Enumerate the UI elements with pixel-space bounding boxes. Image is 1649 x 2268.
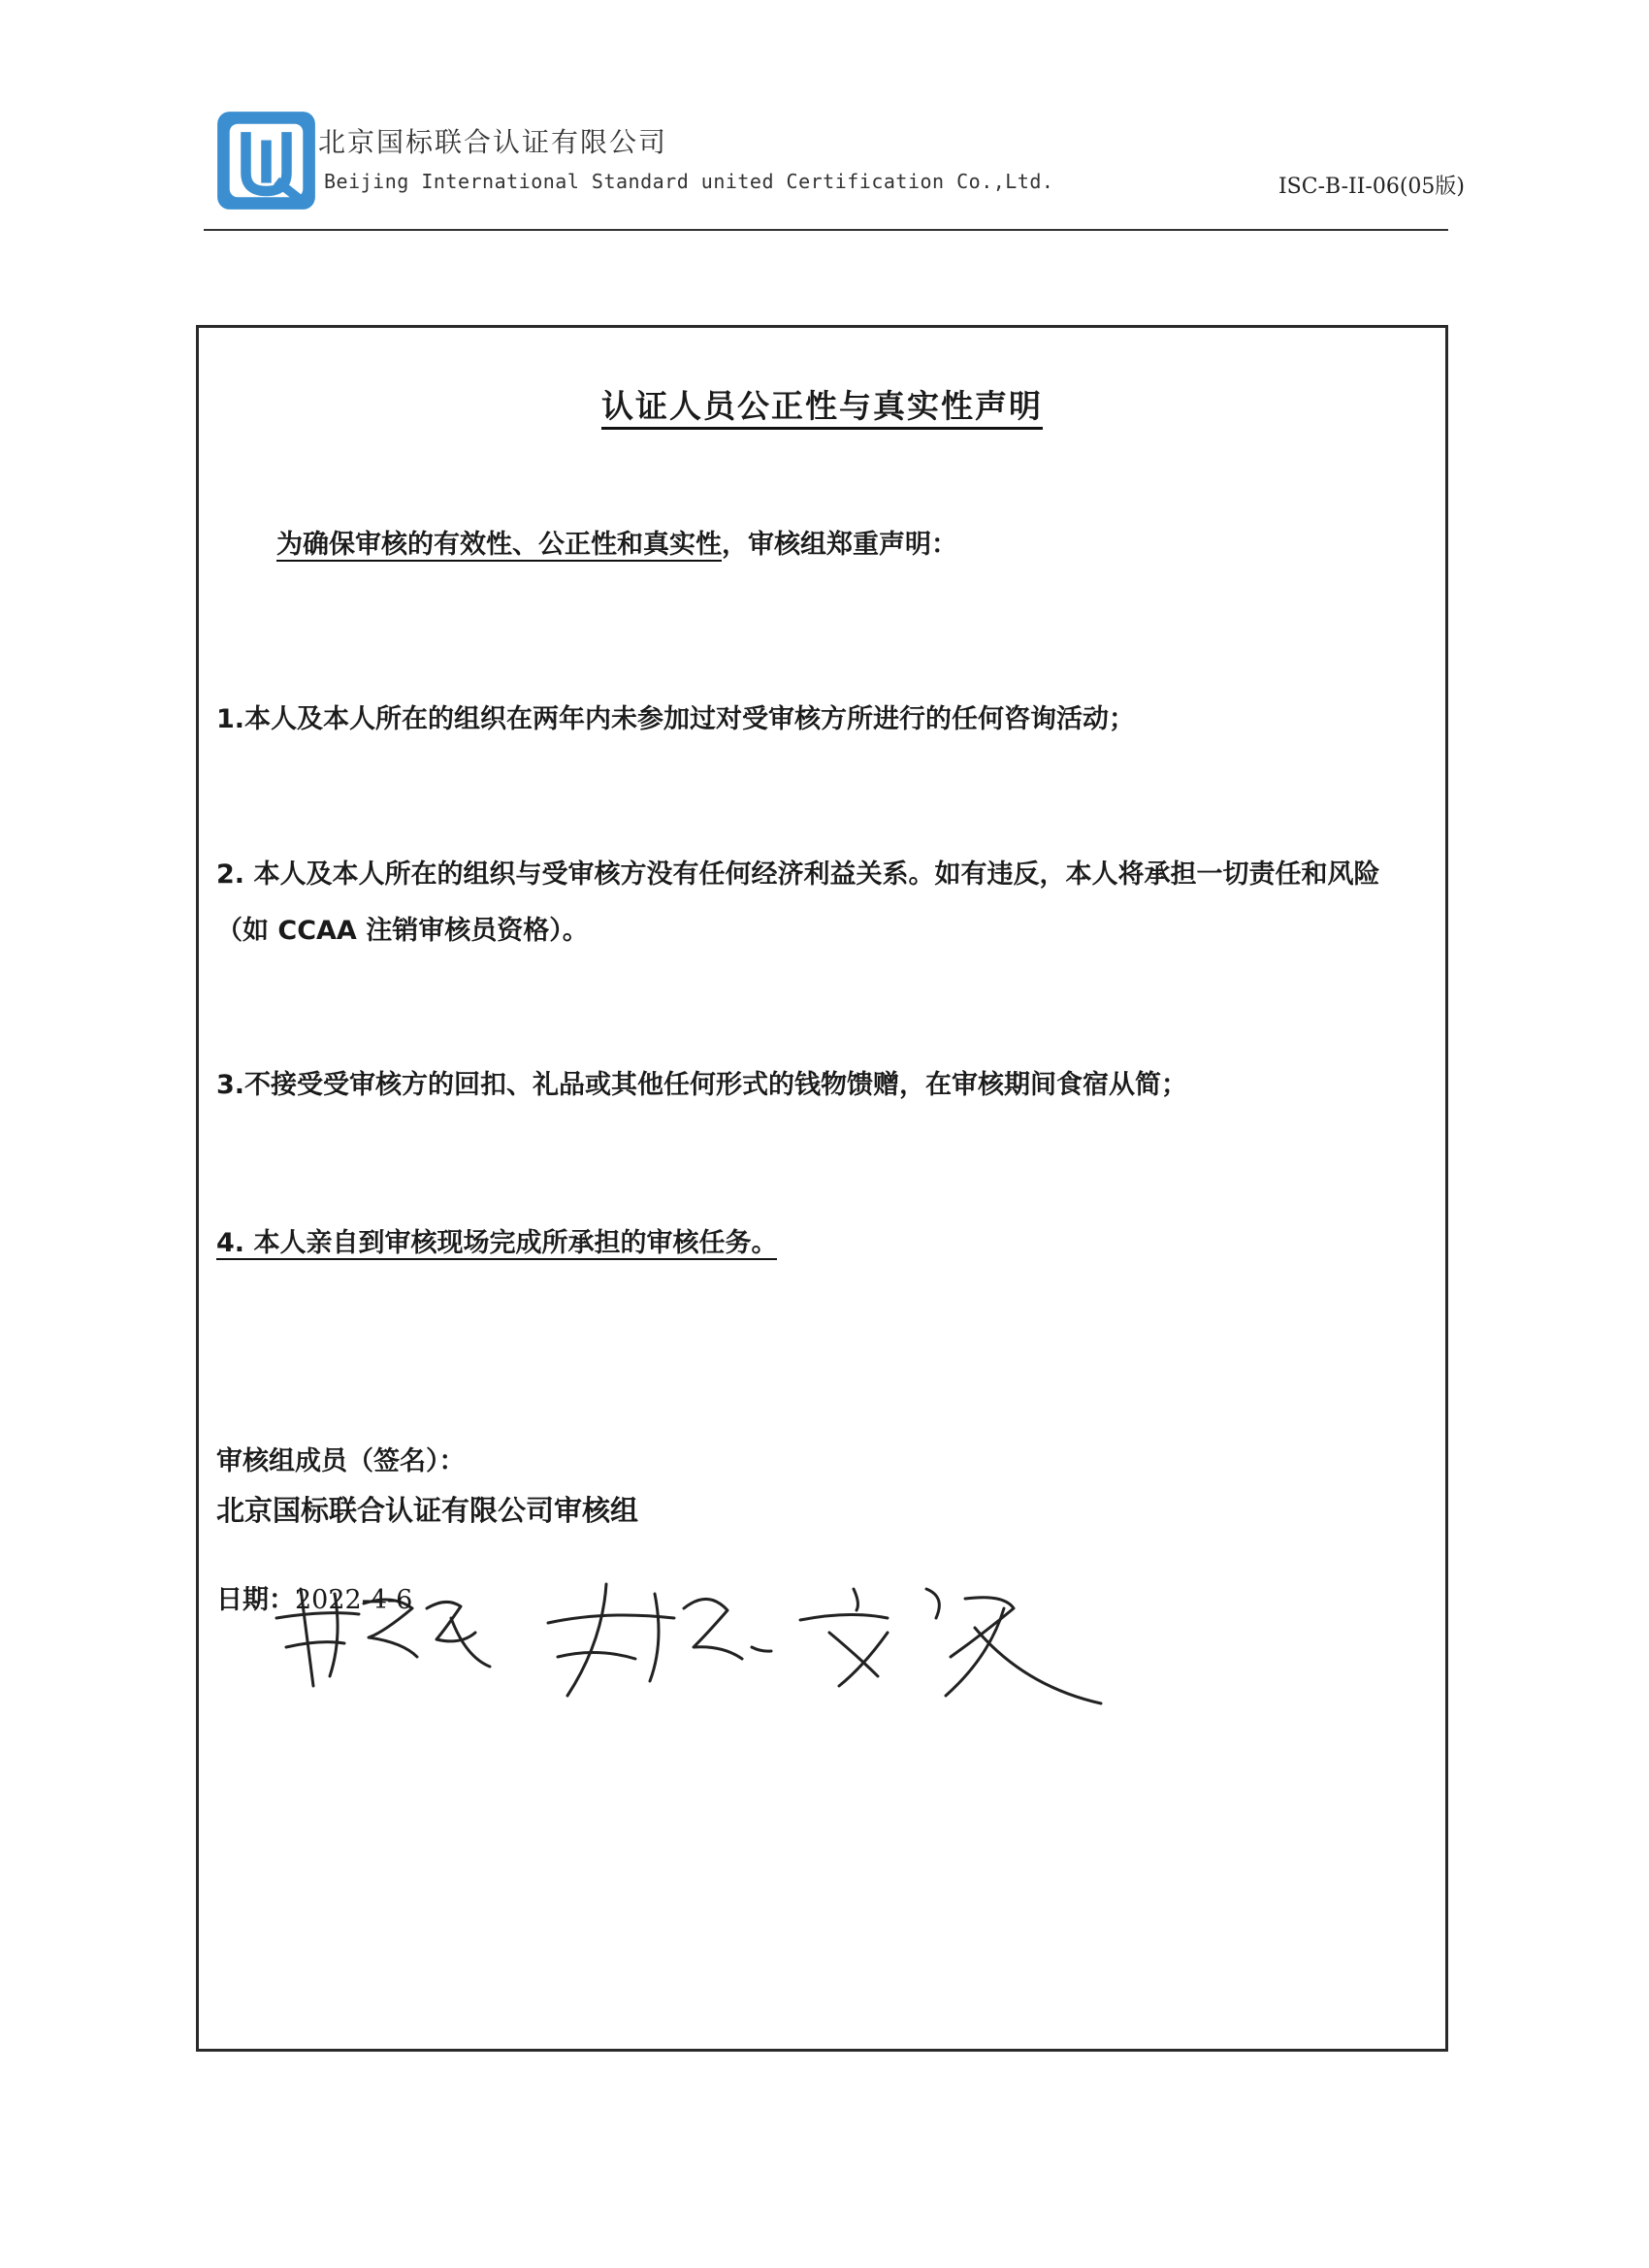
document-title-text: 认证人员公正性与真实性声明: [601, 387, 1043, 430]
date-label: 日期：: [216, 1585, 295, 1615]
declaration-item-4: [216, 1215, 1428, 1272]
page-header: [204, 102, 1465, 233]
audit-team-org: 北京国标联合认证有限公司审核组: [216, 1494, 639, 1527]
intro-underlined: 为确保审核的有效性、公正性和真实性: [276, 530, 722, 560]
document-code: ISC-B-II-06(05版): [1277, 175, 1465, 199]
header-divider: [204, 229, 1448, 231]
company-name-en: Beijing International Standard united Certification Co.,Ltd.: [324, 170, 1054, 193]
members-label: 审核组成员（签名）：: [216, 1446, 466, 1476]
date-value: 2022-4-6: [295, 1585, 413, 1615]
declaration-item-3: 3.不接受受审核方的回扣、礼品或其他任何形式的钱物馈赠，在审核期间食宿从简；: [216, 1070, 1188, 1100]
declaration-item-4-text: 4. 本人亲自到审核现场完成所承担的审核任务。: [216, 1228, 778, 1258]
declaration-frame: [196, 325, 1448, 2052]
intro-rest: ，审核组郑重声明：: [722, 530, 957, 560]
declaration-item-2: 2. 本人及本人所在的组织与受审核方没有任何经济利益关系。如有违反，本人将承担一切责任和风险（如 CCAA 注销审核员资格）。: [216, 859, 1380, 946]
company-name-cn: 北京国标联合认证有限公司: [318, 126, 668, 158]
date-line: [216, 1572, 1428, 1629]
intro-paragraph: [276, 517, 1428, 573]
bisc-logo-icon: [215, 110, 317, 211]
document-title: [199, 381, 1445, 427]
declaration-item-1: 1.本人及本人所在的组织在两年内未参加过对受审核方所进行的任何咨询活动；: [216, 704, 1136, 734]
